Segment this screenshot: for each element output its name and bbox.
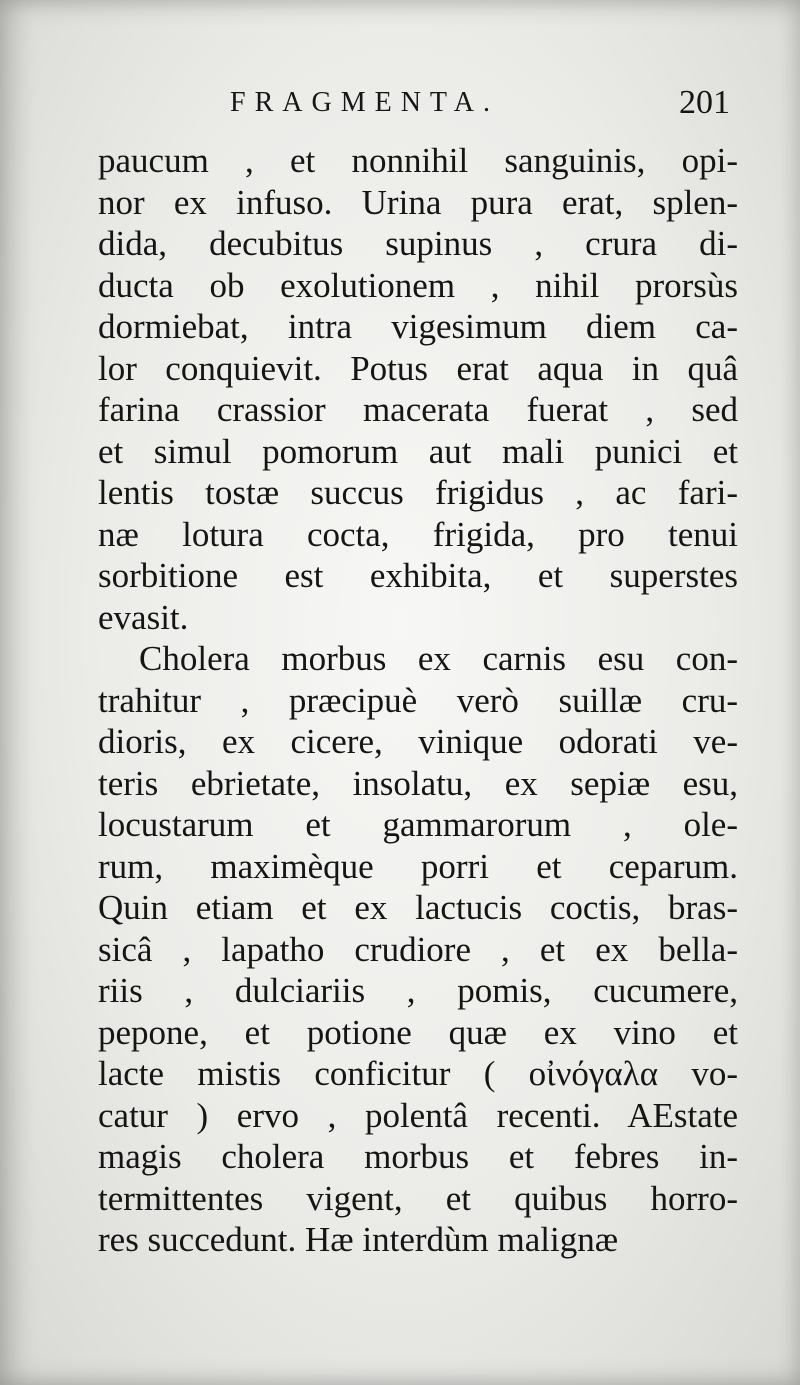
text-line: trahitur , præcipuè verò suillæ cru-	[98, 680, 738, 720]
text-line: farina crassior macerata fuerat , sed	[98, 390, 738, 429]
text-line: Cholera morbus ex carnis esu con-	[139, 639, 738, 678]
text-line: Quin etiam et ex lactucis coctis, bras-	[98, 888, 738, 927]
running-title: FRAGMENTA.	[230, 87, 499, 118]
text-line: pepone, et potione quæ ex vino et	[98, 1012, 738, 1052]
text-line: sorbitione est exhibita, et superstes	[98, 556, 738, 595]
text-line: nor ex infuso. Urina pura erat, splen-	[98, 182, 738, 222]
text-line: et simul pomorum aut mali punici et	[98, 431, 738, 471]
text-line: termittentes vigent, et quibus horro-	[98, 1178, 738, 1218]
text-line: teris ebrietate, insolatu, ex sepiæ esu,	[98, 763, 738, 803]
text-line: locustarum et gammarorum , ole-	[98, 805, 738, 844]
text-line: lacte mistis conficitur ( οἰνόγαλα vo-	[98, 1054, 738, 1093]
text-line: dida, decubitus supinus , crura di-	[98, 224, 738, 263]
page-header	[230, 82, 730, 124]
text-line: evasit.	[98, 597, 189, 637]
page-number: 201	[679, 84, 730, 121]
text-line: catur ) ervo , polentâ recenti. AEstate	[98, 1095, 738, 1135]
text-line: sicâ , lapatho crudiore , et ex bella-	[98, 929, 738, 969]
text-line: lor conquievit. Potus erat aqua in quâ	[98, 348, 738, 388]
text-line: dormiebat, intra vigesimum diem ca-	[98, 307, 738, 346]
text-line: ducta ob exolutionem , nihil prorsùs	[98, 265, 738, 305]
latin-text-block	[98, 140, 738, 1261]
text-line: næ lotura cocta, frigida, pro tenui	[98, 514, 738, 554]
text-line: dioris, ex cicere, vinique odorati ve-	[98, 722, 738, 761]
text-line: riis , dulciariis , pomis, cucumere,	[98, 971, 738, 1010]
text-line: res succedunt. Hæ interdùm malignæ	[98, 1220, 619, 1259]
text-line: lentis tostæ succus frigidus , ac fari-	[98, 473, 738, 512]
text-line: rum, maximèque porri et ceparum.	[98, 846, 738, 886]
text-line: paucum , et nonnihil sanguinis, opi-	[98, 141, 738, 180]
text-line: magis cholera morbus et febres in-	[98, 1137, 738, 1176]
